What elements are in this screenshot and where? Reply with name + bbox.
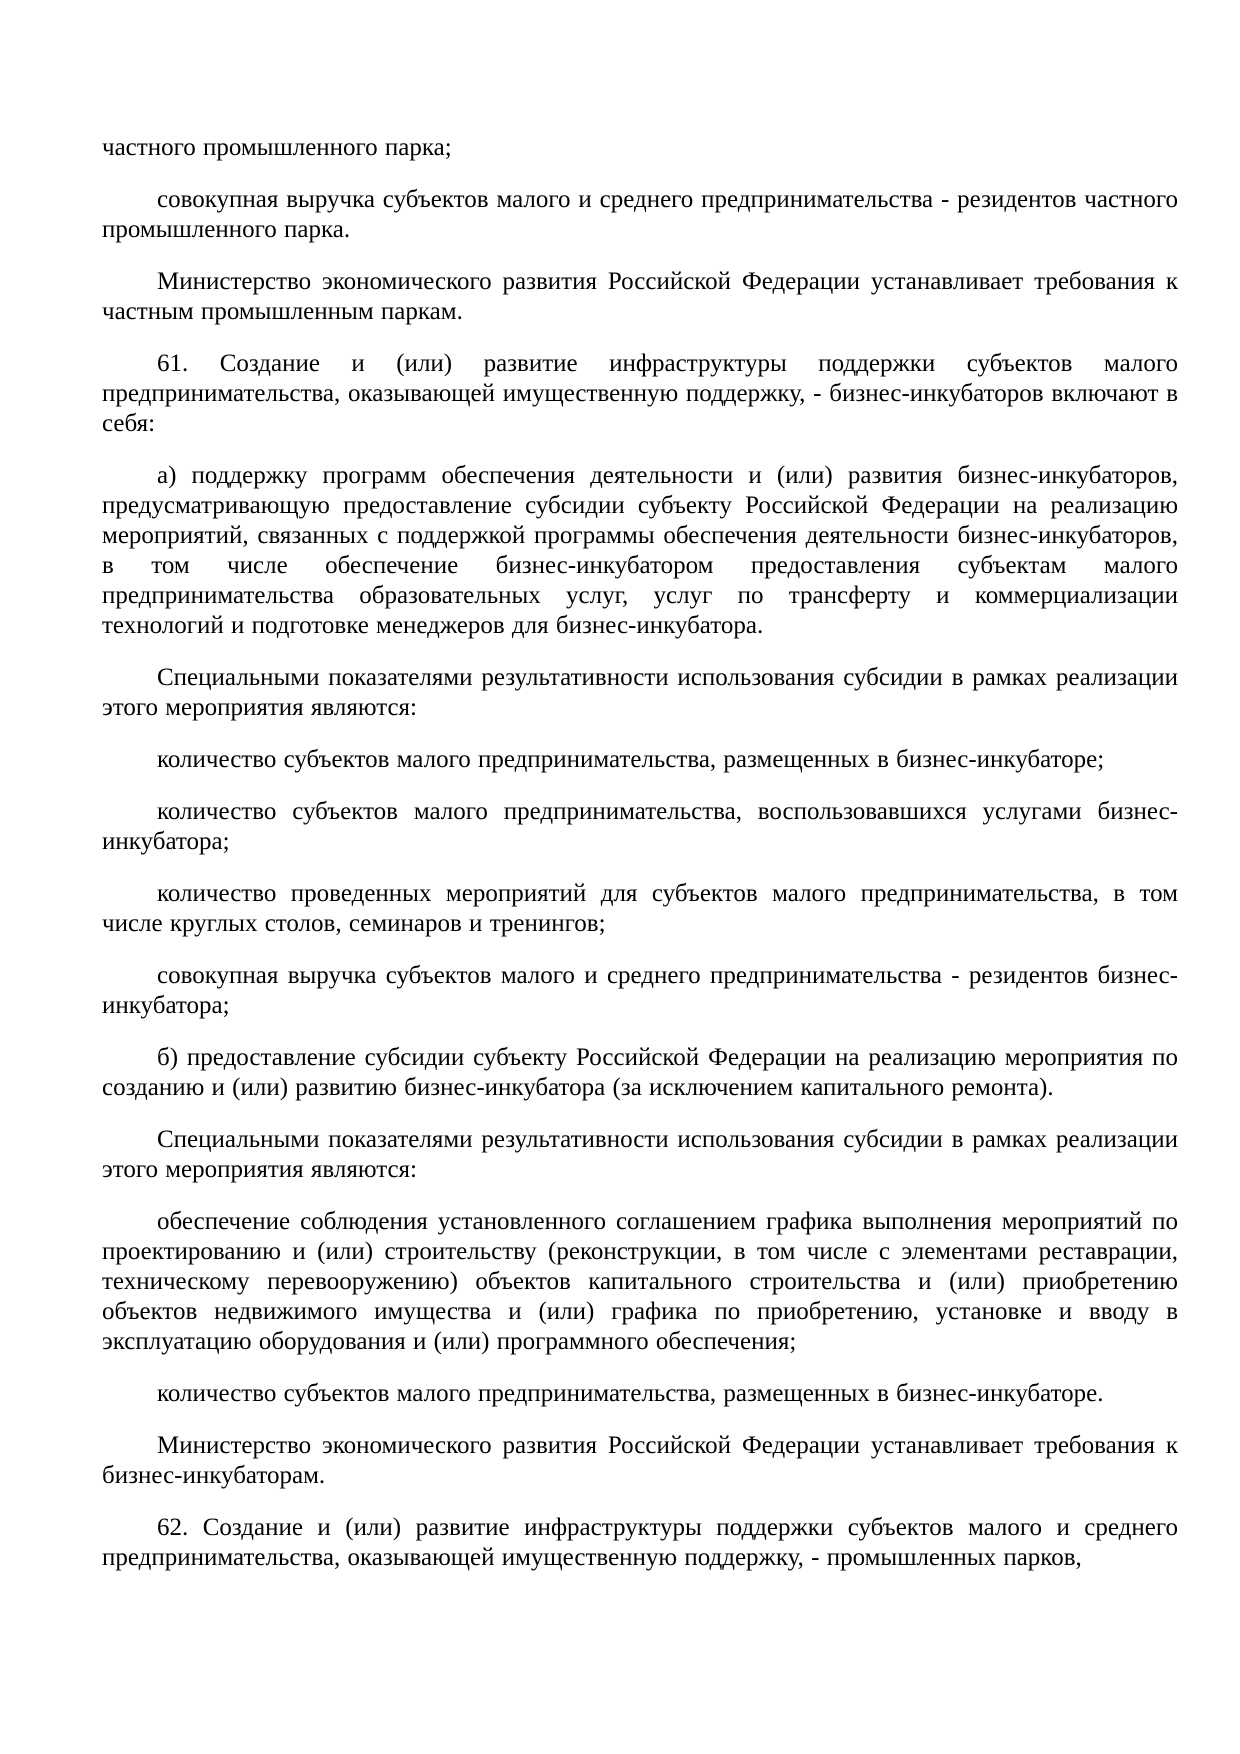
paragraph: количество субъектов малого предпринимательства, размещенных в бизнес-инкубаторе. bbox=[157, 1380, 1104, 1407]
paragraph: 62. Создание и (или) развитие инфраструктуры поддержки субъектов малого и среднего предпринимательства, оказывающей имущественную поддержку, - промышленных парков, bbox=[102, 1514, 1178, 1571]
paragraph: Специальными показателями результативности использования субсидии в рамках реализации этого мероприятия являются: bbox=[102, 1126, 1178, 1183]
paragraph: совокупная выручка субъектов малого и среднего предпринимательства - резидентов частного промышленного парка. bbox=[102, 186, 1178, 243]
paragraph: количество проведенных мероприятий для субъектов малого предпринимательства, в том числе круглых столов, семинаров и тренингов; bbox=[102, 880, 1178, 937]
paragraph: обеспечение соблюдения установленного соглашением графика выполнения мероприятий по проектированию и (или) строительству (реконструкции, в том числе с элементами реставрации, техническому перевооружению) объектов капитального строительства и (или) приобретению объектов недвижимого имущества и (или) графика по приобретению, установке и вводу в эксплуатацию оборудования и (или) программного обеспечения; bbox=[102, 1208, 1178, 1355]
paragraph: Министерство экономического развития Российской Федерации устанавливает требования к бизнес-инкубаторам. bbox=[102, 1432, 1178, 1489]
paragraph: количество субъектов малого предпринимательства, размещенных в бизнес-инкубаторе; bbox=[157, 746, 1105, 773]
paragraph: 61. Создание и (или) развитие инфраструктуры поддержки субъектов малого предпринимательства, оказывающей имущественную поддержку, - бизнес-инкубаторов включают в себя: bbox=[102, 350, 1178, 437]
paragraph: количество субъектов малого предпринимательства, воспользовавшихся услугами бизнес-инкубатора; bbox=[102, 798, 1178, 855]
paragraph: б) предоставление субсидии субъекту Российской Федерации на реализацию мероприятия по созданию и (или) развитию бизнес-инкубатора (за исключением капитального ремонта). bbox=[102, 1044, 1178, 1101]
paragraph: совокупная выручка субъектов малого и среднего предпринимательства - резидентов бизнес-инкубатора; bbox=[102, 962, 1178, 1019]
paragraph: а) поддержку программ обеспечения деятельности и (или) развития бизнес-инкубаторов, предусматривающую предоставление субсидии субъекту Российской Федерации на реализацию мероприятий, связанных с поддержкой программы обеспечения деятельности бизнес-инкубаторов, в том числе обеспечение бизнес-инкубатором предоставления субъектам малого предпринимательства образовательных услуг, услуг по трансферту и коммерциализации технологий и подготовке менеджеров для бизнес-инкубатора. bbox=[102, 462, 1178, 639]
document-text-block bbox=[102, 133, 1178, 1573]
paragraph: частного промышленного парка; bbox=[102, 134, 452, 161]
paragraph: Министерство экономического развития Российской Федерации устанавливает требования к частным промышленным паркам. bbox=[102, 268, 1178, 325]
paragraph: Специальными показателями результативности использования субсидии в рамках реализации этого мероприятия являются: bbox=[102, 664, 1178, 721]
